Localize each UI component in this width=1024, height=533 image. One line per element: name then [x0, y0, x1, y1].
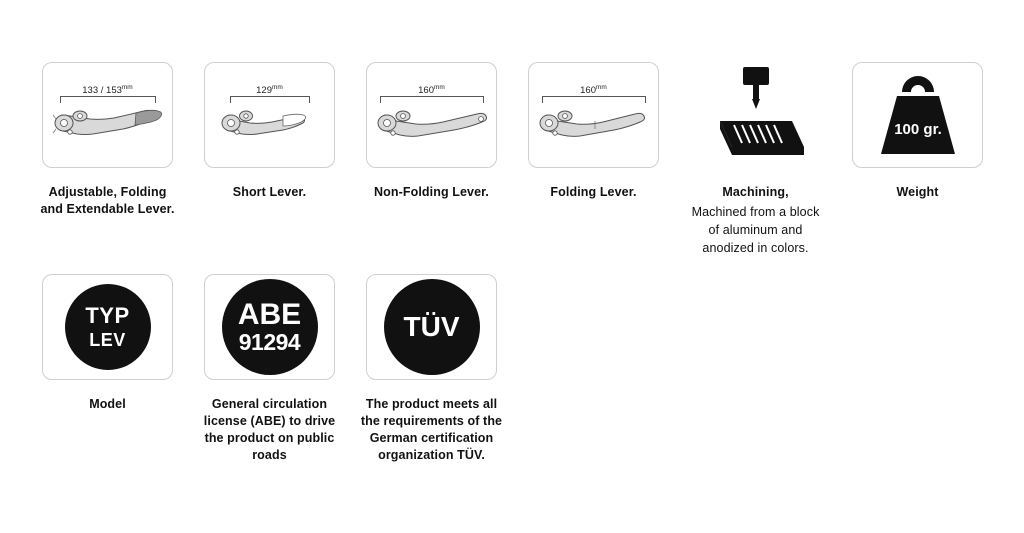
lever-drawing	[50, 99, 166, 145]
lever-tile	[204, 62, 335, 168]
dimension-value: 133 / 153	[82, 85, 122, 97]
feature-caption	[199, 184, 341, 201]
lever-drawing	[535, 99, 655, 147]
caption-line-1: Machining,	[722, 185, 789, 199]
caption-line-1: Model	[89, 397, 126, 411]
caption-line-1: Folding Lever.	[550, 185, 637, 199]
feature-row-bottom	[42, 274, 528, 464]
feature-caption	[361, 396, 503, 464]
tuv-badge-icon	[384, 279, 480, 375]
caption-sub: Machined from a block of aluminum and anodized in colors.	[691, 204, 820, 256]
dimension-unit: mm	[596, 84, 607, 91]
caption-line-2: and Extendable Lever.	[40, 201, 175, 216]
dimension-value: 160	[580, 85, 596, 97]
dimension-value: 129	[256, 85, 272, 97]
lever-non-folding-icon	[371, 67, 493, 163]
badge-line-2: LEV	[89, 330, 126, 350]
feature-item-machining	[690, 62, 821, 257]
feature-caption	[37, 396, 179, 413]
caption-line-1: Short Lever.	[232, 185, 307, 199]
feature-item-weight	[852, 62, 983, 201]
feature-item-adjustable-folding-lever	[42, 62, 173, 218]
lever-adjustable-folding-icon	[47, 67, 169, 163]
feature-item-model	[42, 274, 173, 413]
lever-drawing	[217, 99, 333, 145]
feature-item-folding-lever	[528, 62, 659, 201]
feature-caption	[361, 184, 503, 201]
lever-short-icon	[209, 67, 331, 163]
dimension-unit: mm	[434, 84, 445, 91]
feature-item-tuv	[360, 274, 503, 464]
badge-line-1: TYP	[85, 303, 130, 328]
dimension-value: 160	[418, 85, 434, 97]
badge-line-1: TÜV	[403, 311, 460, 342]
caption-line-1: Adjustable, Folding	[48, 185, 167, 199]
lever-folding-icon	[533, 67, 655, 163]
lever-tile	[528, 62, 659, 168]
weight-tile	[852, 62, 983, 168]
machining-tile	[690, 62, 821, 168]
lever-tile	[42, 62, 173, 168]
caption-line-1: Non-Folding Lever.	[374, 185, 489, 199]
feature-item-abe	[204, 274, 335, 464]
feature-row-top	[42, 62, 1014, 257]
feature-caption	[685, 184, 827, 257]
weight-value: 100 gr.	[893, 121, 942, 138]
feature-caption	[523, 184, 665, 201]
lever-drawing	[373, 99, 493, 147]
caption-line-1: General circulation license (ABE) to drive the product on public roads	[203, 397, 336, 462]
dimension-unit: mm	[272, 84, 283, 91]
feature-caption	[199, 396, 341, 464]
tuv-tile	[366, 274, 497, 380]
abe-badge-icon	[222, 279, 318, 375]
feature-item-short-lever	[204, 62, 335, 201]
feature-caption	[37, 184, 179, 218]
lever-tile	[366, 62, 497, 168]
dimension-unit: mm	[121, 84, 133, 91]
feature-caption	[847, 184, 989, 201]
weight-icon	[863, 68, 973, 162]
caption-line-1: The product meets all the requirements of the German certification organization TÜV.	[360, 397, 503, 462]
badge-line-2: 91294	[238, 329, 301, 355]
cnc-machining-icon	[696, 63, 816, 167]
model-tile	[42, 274, 173, 380]
feature-item-non-folding-lever	[366, 62, 497, 201]
caption-line-1: Weight	[896, 185, 939, 199]
badge-line-1: ABE	[237, 298, 302, 331]
model-badge-icon	[65, 284, 151, 370]
abe-tile	[204, 274, 335, 380]
